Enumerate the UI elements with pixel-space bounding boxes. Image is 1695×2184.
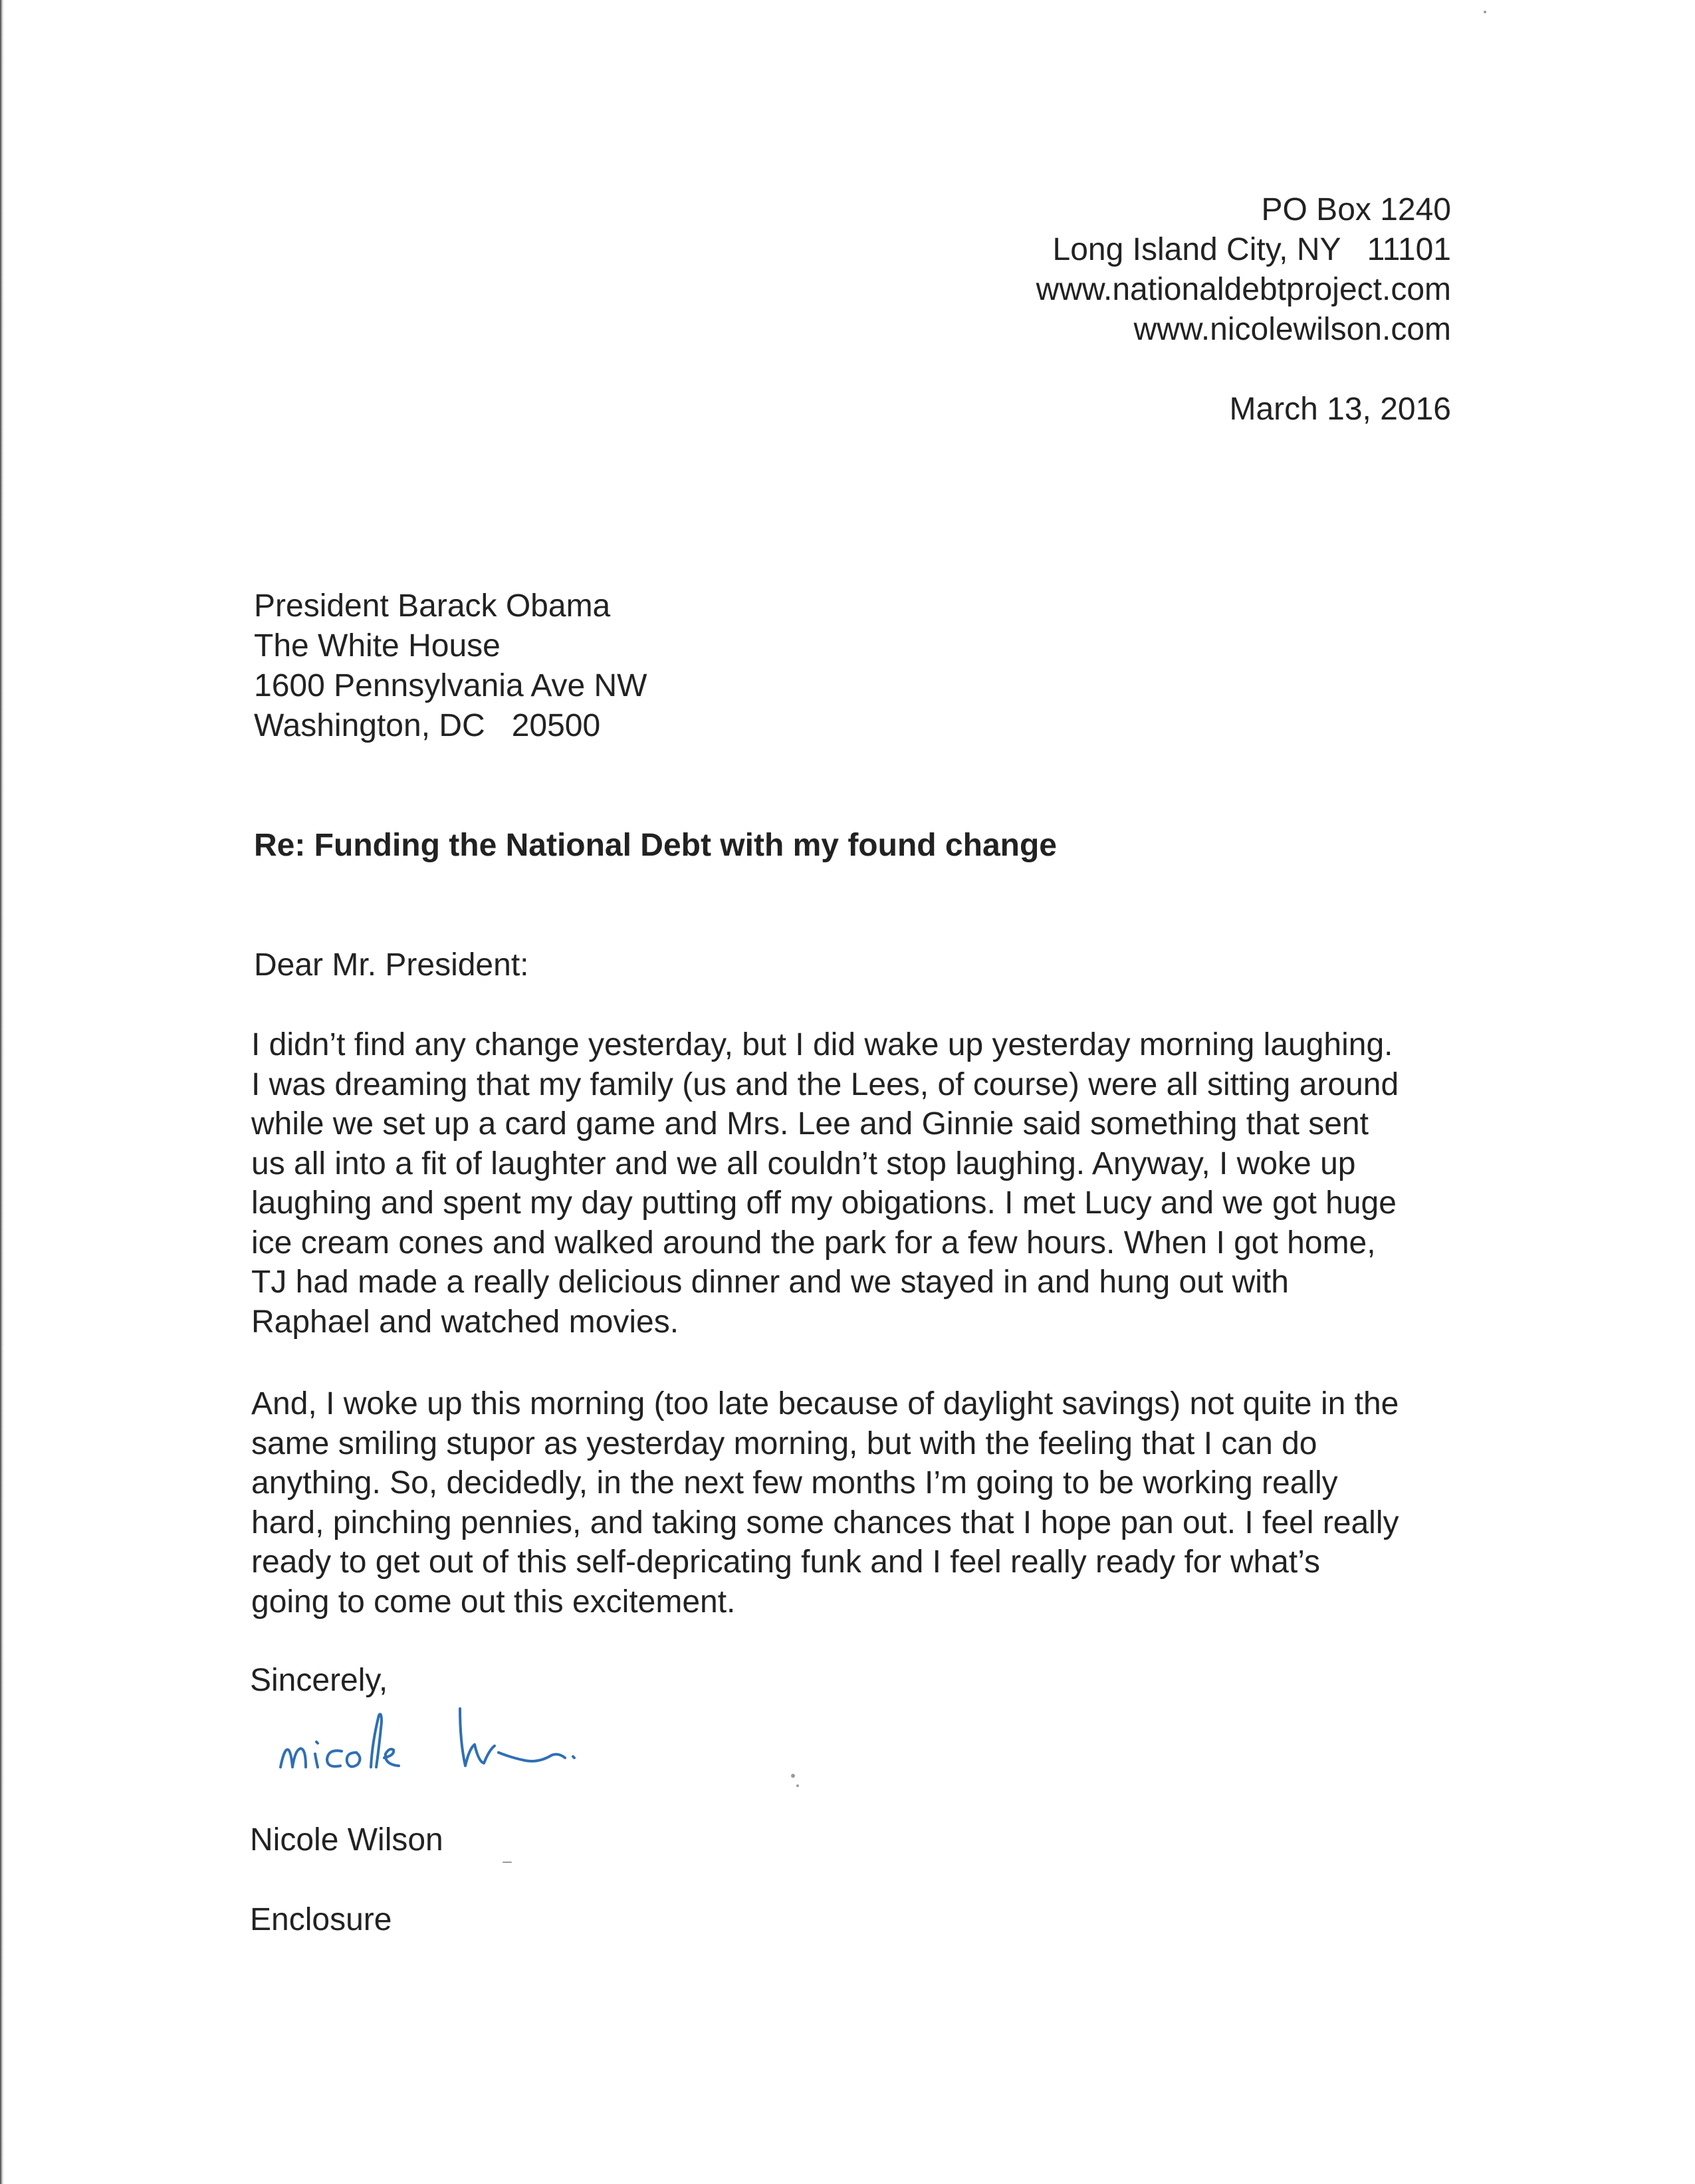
body-paragraph-1 — [251, 1025, 1461, 1342]
scan-speck — [1484, 11, 1486, 13]
subject-line: Re: Funding the National Debt with my found change — [254, 828, 1057, 863]
body-line: us all into a fit of laughter and we all couldn’t stop laughing. Anyway, I woke up — [251, 1146, 1356, 1181]
handwritten-signature — [273, 1689, 605, 1788]
body-line: same smiling stupor as yesterday morning, but with the feeling that I can do — [251, 1425, 1317, 1461]
scan-speck — [503, 1862, 512, 1863]
enclosure-notation: Enclosure — [250, 1902, 392, 1937]
body-line: hard, pinching pennies, and taking some chances that I hope pan out. I feel really — [251, 1505, 1399, 1540]
recipient-address-block — [254, 586, 1052, 746]
body-line: And, I woke up this morning (too late because of daylight savings) not quite in the — [251, 1386, 1399, 1421]
salutation: Dear Mr. President: — [254, 947, 529, 983]
body-line: Raphael and watched movies. — [251, 1304, 679, 1340]
body-line: I didn’t find any change yesterday, but I did wake up yesterday morning laughing. — [251, 1027, 1393, 1062]
scan-speck — [791, 1774, 795, 1778]
scan-edge — [0, 0, 4, 2184]
signer-name: Nicole Wilson — [250, 1822, 443, 1858]
closing-line: Sincerely, — [250, 1663, 388, 1698]
sender-city: Long Island City, NY 11101 — [1052, 232, 1451, 267]
sender-address-block — [931, 190, 1451, 350]
body-line: anything. So, decidedly, in the next few months I’m going to be working really — [251, 1465, 1338, 1501]
letter-date: March 13, 2016 — [1229, 392, 1451, 427]
body-line: ready to get out of this self-depricating funk and I feel really ready for what’s — [251, 1544, 1320, 1580]
scan-speck — [796, 1784, 799, 1787]
recipient-city: Washington, DC 20500 — [254, 708, 601, 743]
recipient-street: 1600 Pennsylvania Ave NW — [254, 668, 647, 703]
recipient-organization: The White House — [254, 628, 501, 664]
sender-po-box: PO Box 1240 — [1261, 192, 1451, 227]
body-line: TJ had made a really delicious dinner and we stayed in and hung out with — [251, 1265, 1289, 1300]
body-line: going to come out this excitement. — [251, 1584, 736, 1620]
body-paragraph-2 — [251, 1384, 1461, 1622]
body-line: I was dreaming that my family (us and the Lees, of course) were all sitting around — [251, 1066, 1399, 1102]
sender-website-debt-project: www.nationaldebtproject.com — [1036, 272, 1451, 307]
recipient-name: President Barack Obama — [254, 588, 611, 624]
body-line: while we set up a card game and Mrs. Lee and Ginnie said something that sent — [251, 1106, 1369, 1142]
sender-website-personal: www.nicolewilson.com — [1133, 312, 1451, 347]
body-line: laughing and spent my day putting off my obigations. I met Lucy and we got huge — [251, 1185, 1397, 1221]
body-line: ice cream cones and walked around the park for a few hours. When I got home, — [251, 1225, 1376, 1261]
